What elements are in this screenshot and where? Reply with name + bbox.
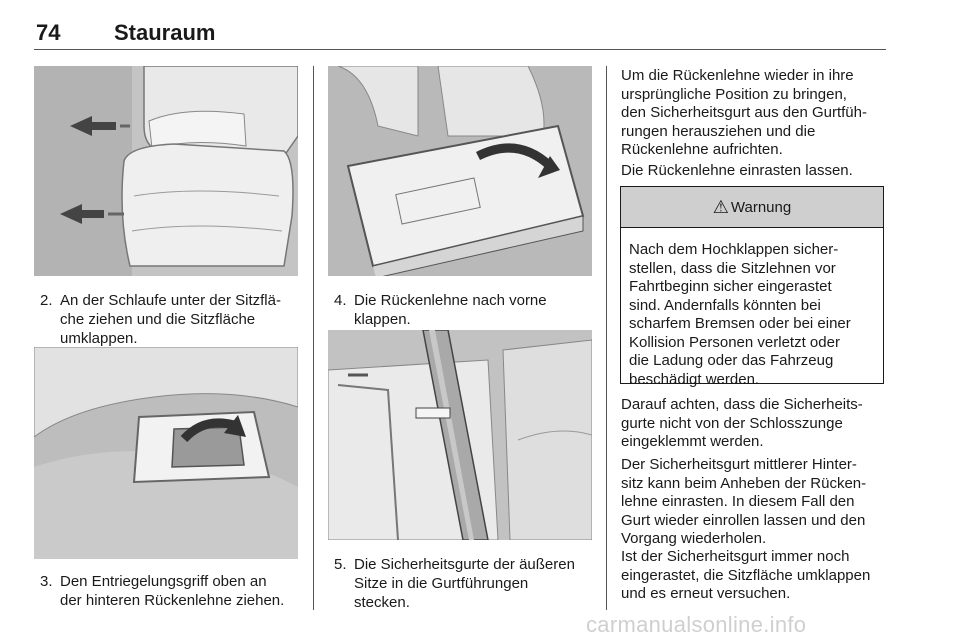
warning-title: Warnung	[730, 198, 792, 216]
paragraph-belt-check: Darauf achten, dass die Sicherheits- gurte nicht von der Schlosszunge eingeklemmt werden.	[621, 396, 863, 450]
page-title: Stauraum	[114, 20, 216, 45]
step-text: Den Entriegelungsgriff oben an der hinteren Rückenlehne ziehen.	[60, 573, 285, 609]
watermark: carmanualsonline.info	[586, 612, 807, 637]
paragraph-restore-backrest: Um die Rückenlehne wieder in ihre ursprüngliche Position zu bringen, den Sicherheitsgurt aus den Gurtfüh- rungen herausziehen und die Rückenlehne aufrichten.	[621, 67, 867, 158]
step-text: Die Rückenlehne nach vorne klappen.	[354, 292, 547, 328]
step-text: Die Sicherheitsgurte der äußeren Sitze in die Gurtführungen stecken.	[354, 556, 575, 611]
column-divider-right	[606, 66, 607, 610]
column-divider-left	[313, 66, 314, 610]
step-number: 4.	[334, 292, 347, 309]
step-number: 2.	[40, 292, 53, 309]
figure-backrest-folded	[328, 66, 592, 276]
warning-text: Nach dem Hochklappen sicher- stellen, dass die Sitzlehnen vor Fahrtbeginn sicher eingerastet sind. Andernfalls könnten bei scharfem Bremsen oder bei einer Kollision Personen verletzt oder die Ladung oder das Fahrzeug beschädigt werden.	[629, 241, 851, 388]
figure-release-handle	[34, 347, 298, 559]
step-number: 5.	[334, 556, 347, 573]
header-rule	[34, 49, 886, 50]
paragraph-retry: Ist der Sicherheitsgurt immer noch eingerastet, die Sitzfläche umklappen und es erneut versuchen.	[621, 548, 871, 602]
paragraph-middle-belt: Der Sicherheitsgurt mittlerer Hinter- sitz kann beim Anheben der Rücken- lehne einrasten. In diesem Fall den Gurt wieder einrollen lassen und den Vorgang wiederholen.	[621, 456, 867, 547]
warning-triangle-icon: ⚠	[712, 196, 729, 217]
figure-belt-guide	[328, 330, 592, 540]
page-number: 74	[36, 20, 61, 45]
paragraph-lock-backrest: Die Rückenlehne einrasten lassen.	[621, 162, 853, 179]
step-number: 3.	[40, 573, 53, 590]
step-text: An der Schlaufe unter der Sitzflä- che ziehen und die Sitzfläche umklappen.	[60, 292, 281, 347]
figure-seat-pull-loop	[34, 66, 298, 276]
warning-header	[621, 187, 883, 228]
warning-box	[620, 186, 884, 388]
